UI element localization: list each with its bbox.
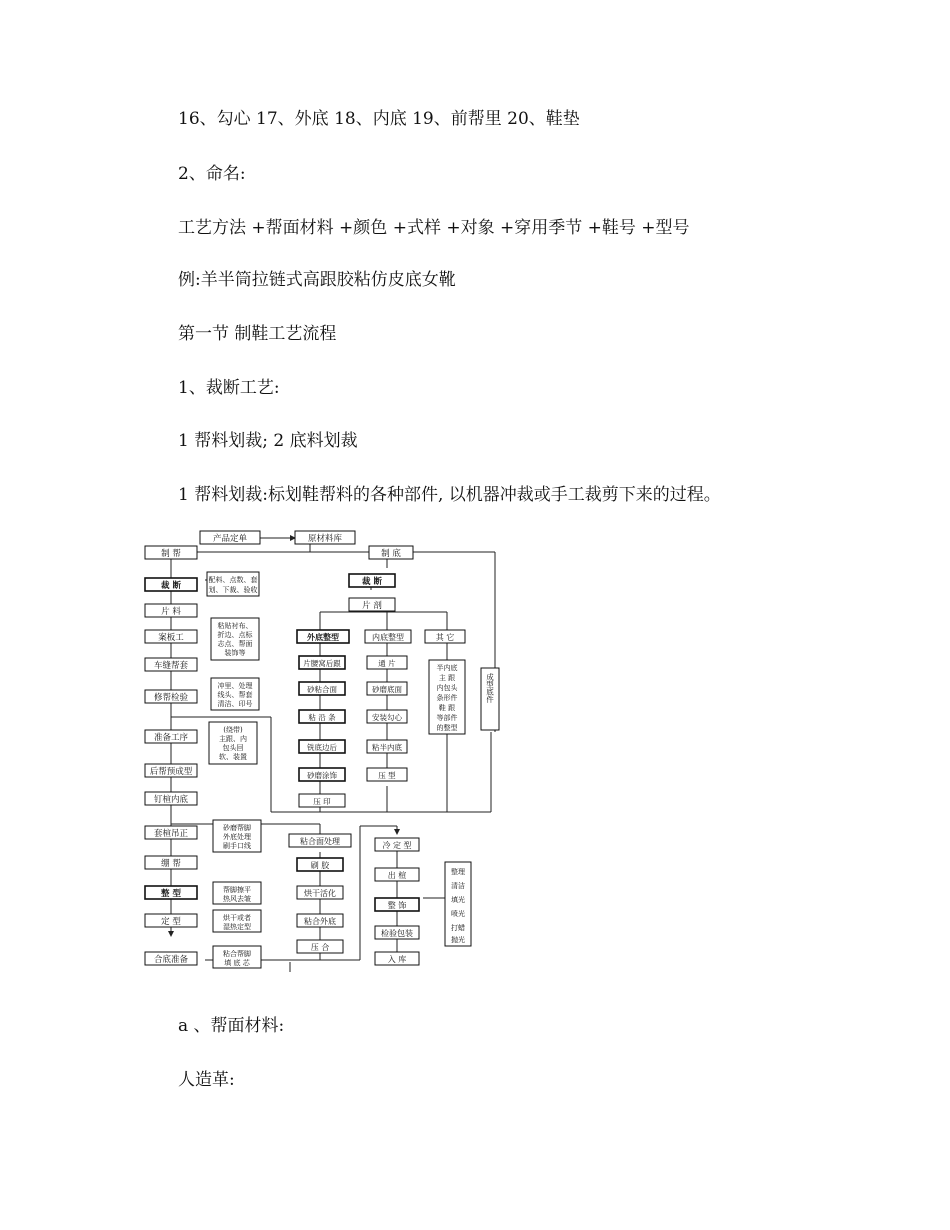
note-trim-2: 线头、帮套: [217, 691, 253, 699]
node-warehouse: 入 库: [387, 955, 407, 964]
note-last-2: 外底处理: [223, 833, 251, 841]
node-delast: 出 楦: [387, 871, 407, 880]
upper-notes: [207, 572, 261, 968]
node-make-sole: 制 底: [381, 549, 401, 559]
node-ready: 准备工序: [153, 733, 189, 743]
other-part-4: 条形件: [436, 694, 458, 702]
node-sole-col1-1: 片腰窝后跟: [303, 659, 341, 668]
node-press: 压 合: [310, 943, 330, 952]
assembly-branch: [289, 834, 471, 965]
other-part-3: 内包头: [436, 684, 458, 692]
note-prep-2: 折边、点标: [217, 631, 253, 639]
note-finish-2: 热风去皱: [223, 895, 251, 903]
node-sole-col2-5: 压 型: [378, 771, 396, 780]
node-upper-cutting: 裁 断: [161, 581, 181, 591]
upper-material-heading: a 、帮面材料:: [178, 1016, 285, 1036]
note-trim-3: 清洁、印号: [217, 700, 253, 708]
section-title: 第一节 制鞋工艺流程: [178, 324, 337, 344]
node-heel-shape: 后帮预成型: [149, 767, 193, 777]
other-part-6: 等部件: [436, 714, 458, 722]
note-ready-2: 主跟、内: [219, 735, 247, 743]
node-finish: 整 饰: [387, 901, 407, 910]
other-part-1: 半内底: [436, 664, 458, 672]
node-sole-col1-4: 铣底边后: [307, 743, 337, 752]
note-trim-1: 冲里、处理: [217, 682, 253, 690]
node-make-upper: 制 帮: [161, 549, 181, 559]
node-last-lasting: 套楦吊正: [153, 829, 189, 839]
node-insole-tack: 钉楦内底: [153, 795, 189, 805]
parts-list-line: 16、勾心 17、外底 18、内底 19、前帮里 20、鞋垫: [178, 109, 580, 129]
node-other: 其 它: [435, 633, 455, 642]
node-bond-process: 粘合面处理: [300, 837, 340, 846]
node-setting: 定 型: [161, 917, 181, 927]
finish-note-1: 整理: [451, 868, 465, 876]
node-sole-skiving: 片 剖: [362, 601, 382, 611]
note-ready-1: (绕带): [223, 726, 243, 734]
other-part-2: 主 跟: [438, 674, 456, 682]
finish-note-2: 清洁: [451, 882, 465, 890]
node-brush-glue: 刷 胶: [310, 861, 330, 870]
naming-formula: 工艺方法 +帮面材料 +颜色 +式样 +对象 +穿用季节 +鞋号 +型号: [178, 218, 690, 238]
upper-cutting-definition: 1 帮料划裁:标划鞋帮料的各种部件, 以机器冲裁或手工裁剪下来的过程。: [178, 485, 721, 505]
finish-note-3: 填光: [451, 896, 465, 904]
note-setting-2: 湿热定型: [223, 923, 251, 931]
other-part-7: 的整型: [436, 724, 458, 732]
node-lasting: 绷 帮: [161, 859, 181, 869]
finish-note-5: 打蜡: [451, 924, 465, 932]
node-outsole-shape: 外底整型: [307, 633, 339, 642]
note-last-3: 刷手口线: [223, 842, 251, 850]
note-last-1: 砂磨帮脚: [223, 824, 251, 832]
node-upper-skiving: 片 料: [161, 607, 181, 617]
node-sole-col2-2: 砂磨底面: [372, 685, 402, 694]
formed-parts-label: 成型底件: [485, 673, 495, 703]
sole-branch: [297, 546, 499, 807]
note-cutting-1: 配料、点数、套: [208, 576, 258, 584]
node-sole-col1-2: 砂粘合面: [307, 685, 337, 694]
node-stitching: 车缝帮套: [153, 661, 189, 671]
note-ready-3: 包头回: [222, 744, 244, 752]
node-sole-col2-1: 通 片: [378, 659, 396, 668]
note-prep-1: 粘贴衬布、: [217, 622, 253, 630]
node-insole-shape: 内底整型: [372, 633, 404, 642]
note-setting-1: 烘干或者: [223, 914, 251, 922]
node-product-order: 产品定单: [212, 534, 248, 544]
node-sole-col2-3: 安装勾心: [372, 713, 402, 722]
node-sole-col2-4: 粘半内底: [372, 743, 402, 752]
shoemaking-flowchart: [135, 522, 535, 972]
naming-heading: 2、命名:: [178, 164, 246, 184]
node-prep: 案板工: [158, 633, 184, 643]
node-sole-col1-6: 压 印: [313, 797, 331, 806]
cutting-process-heading: 1、裁断工艺:: [178, 378, 280, 398]
note-finish-1: 帮脚擦平: [223, 886, 251, 894]
other-part-5: 鞋 跟: [438, 704, 456, 712]
node-dry-activate: 烘干活化: [304, 889, 336, 898]
cutting-types: 1 帮料划裁; 2 底料划裁: [178, 431, 358, 451]
node-sole-cutting: 裁 断: [362, 577, 382, 587]
note-prep-3: 志点、帮面: [217, 640, 253, 648]
note-sole-prep-2: 填 底 芯: [224, 959, 250, 967]
finish-note-4: 喷光: [451, 910, 465, 918]
finish-note-6: 抛光: [451, 936, 465, 944]
node-sole-col1-5: 砂磨涂饰: [307, 771, 337, 780]
node-inspect-pack: 检验包装: [381, 929, 413, 938]
note-ready-4: 软、装置: [219, 753, 247, 761]
node-material-store: 原材料库: [307, 534, 343, 544]
note-cutting-2: 划、下裁、验收: [208, 586, 258, 594]
node-finishing: 整 型: [161, 889, 181, 899]
naming-example: 例:羊半筒拉链式高跟胶粘仿皮底女靴: [178, 270, 456, 290]
note-prep-4: 装饰等: [224, 649, 246, 657]
artificial-leather-heading: 人造革:: [178, 1070, 235, 1090]
node-sole-prep: 合底准备: [153, 955, 189, 965]
node-sole-col1-3: 粘 沿 条: [308, 713, 336, 722]
note-sole-prep-1: 粘合帮脚: [223, 950, 251, 958]
node-attach-outsole: 粘合外底: [304, 917, 336, 926]
node-trim-inspect: 修帮检验: [153, 693, 189, 703]
node-cold-set: 冷 定 型: [382, 841, 412, 850]
